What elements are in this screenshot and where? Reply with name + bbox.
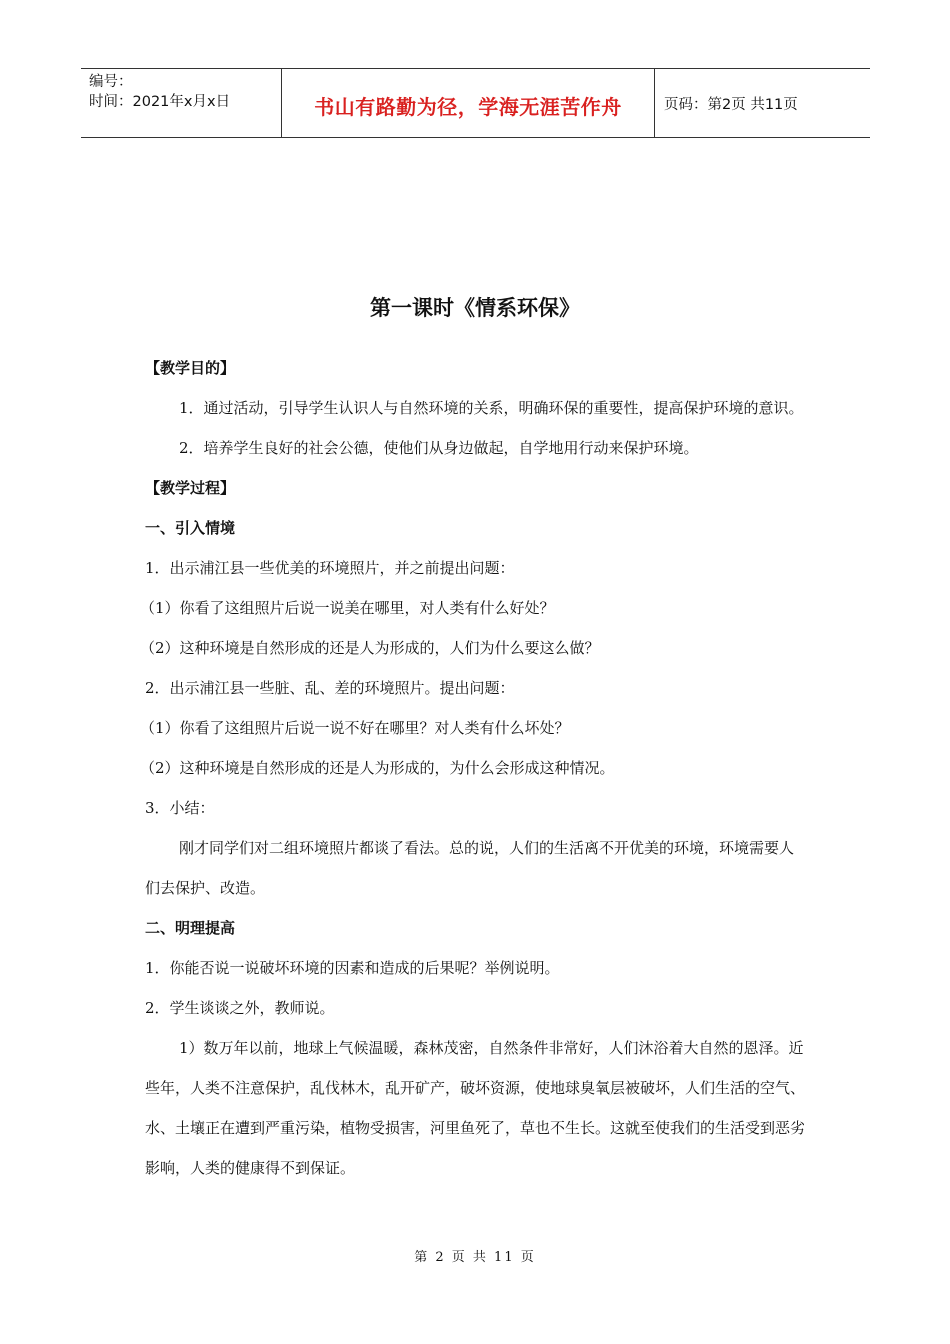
document-title: 第一课时《情系环保》 <box>370 296 580 320</box>
part1-item-2: 2．出示浦江县一些脏、乱、差的环境照片。提出问题： <box>145 679 515 697</box>
header-motto: 书山有路勤为径，学海无涯苦作舟 <box>282 69 655 137</box>
header-table <box>81 68 870 138</box>
part1-item-1b: （2）这种环境是自然形成的还是人为形成的，人们为什么要这么做？ <box>140 639 600 657</box>
part1-item-2a: （1）你看了这组照片后说一说不好在哪里？对人类有什么坏处？ <box>140 719 570 737</box>
part1-item-2b: （2）这种环境是自然形成的还是人为形成的，为什么会形成这种情况。 <box>140 759 615 777</box>
part2-item-1: 1．你能否说一说破坏环境的因素和造成的后果呢？举例说明。 <box>145 959 560 977</box>
page-footer: 第 2 页 共 11 页 <box>414 1250 536 1265</box>
part1-item-1a: （1）你看了这组照片后说一说美在哪里，对人类有什么好处？ <box>140 599 555 617</box>
header-page-info: 页码：第2页 共11页 <box>664 96 798 113</box>
part1-summary: 刚才同学们对二组环境照片都谈了看法。总的说，人们的生活离不开优美的环境，环境需要人们去保护、改造。 <box>145 839 795 897</box>
time-label: 时间：2021年x月x日 <box>89 94 231 110</box>
part1-item-3: 3．小结： <box>145 799 215 817</box>
part1-item-1: 1．出示浦江县一些优美的环境照片，并之前提出问题： <box>145 559 515 577</box>
goal-item-2: 2．培养学生良好的社会公德，使他们从身边做起，自学地用行动来保护环境。 <box>179 439 699 457</box>
part1-heading: 一、引入情境 <box>145 519 236 537</box>
process-heading: 【教学过程】 <box>145 479 236 497</box>
document-body <box>140 348 806 1188</box>
header-meta-cell <box>81 69 282 137</box>
part2-item-2: 2．学生谈谈之外，教师说。 <box>145 999 335 1017</box>
part2-heading: 二、明理提高 <box>145 919 236 937</box>
goal-heading: 【教学目的】 <box>145 359 236 377</box>
goal-item-1: 1．通过活动，引导学生认识人与自然环境的关系，明确环保的重要性，提高保护环境的意识。 <box>179 399 804 417</box>
part2-explanation: 1）数万年以前，地球上气候温暖，森林茂密，自然条件非常好，人们沐浴着大自然的恩泽。近些年，人类不注意保护，乱伐林木，乱开矿产，破坏资源，使地球臭氧层被破坏，人们生活的空气、水、土壤正在遭到严重污染，植物受损害，河里鱼死了，草也不生长。这就至使我们的生活受到恶劣影响，人类的健康得不到保证。 <box>145 1039 806 1177</box>
number-label: 编号： <box>89 74 133 90</box>
